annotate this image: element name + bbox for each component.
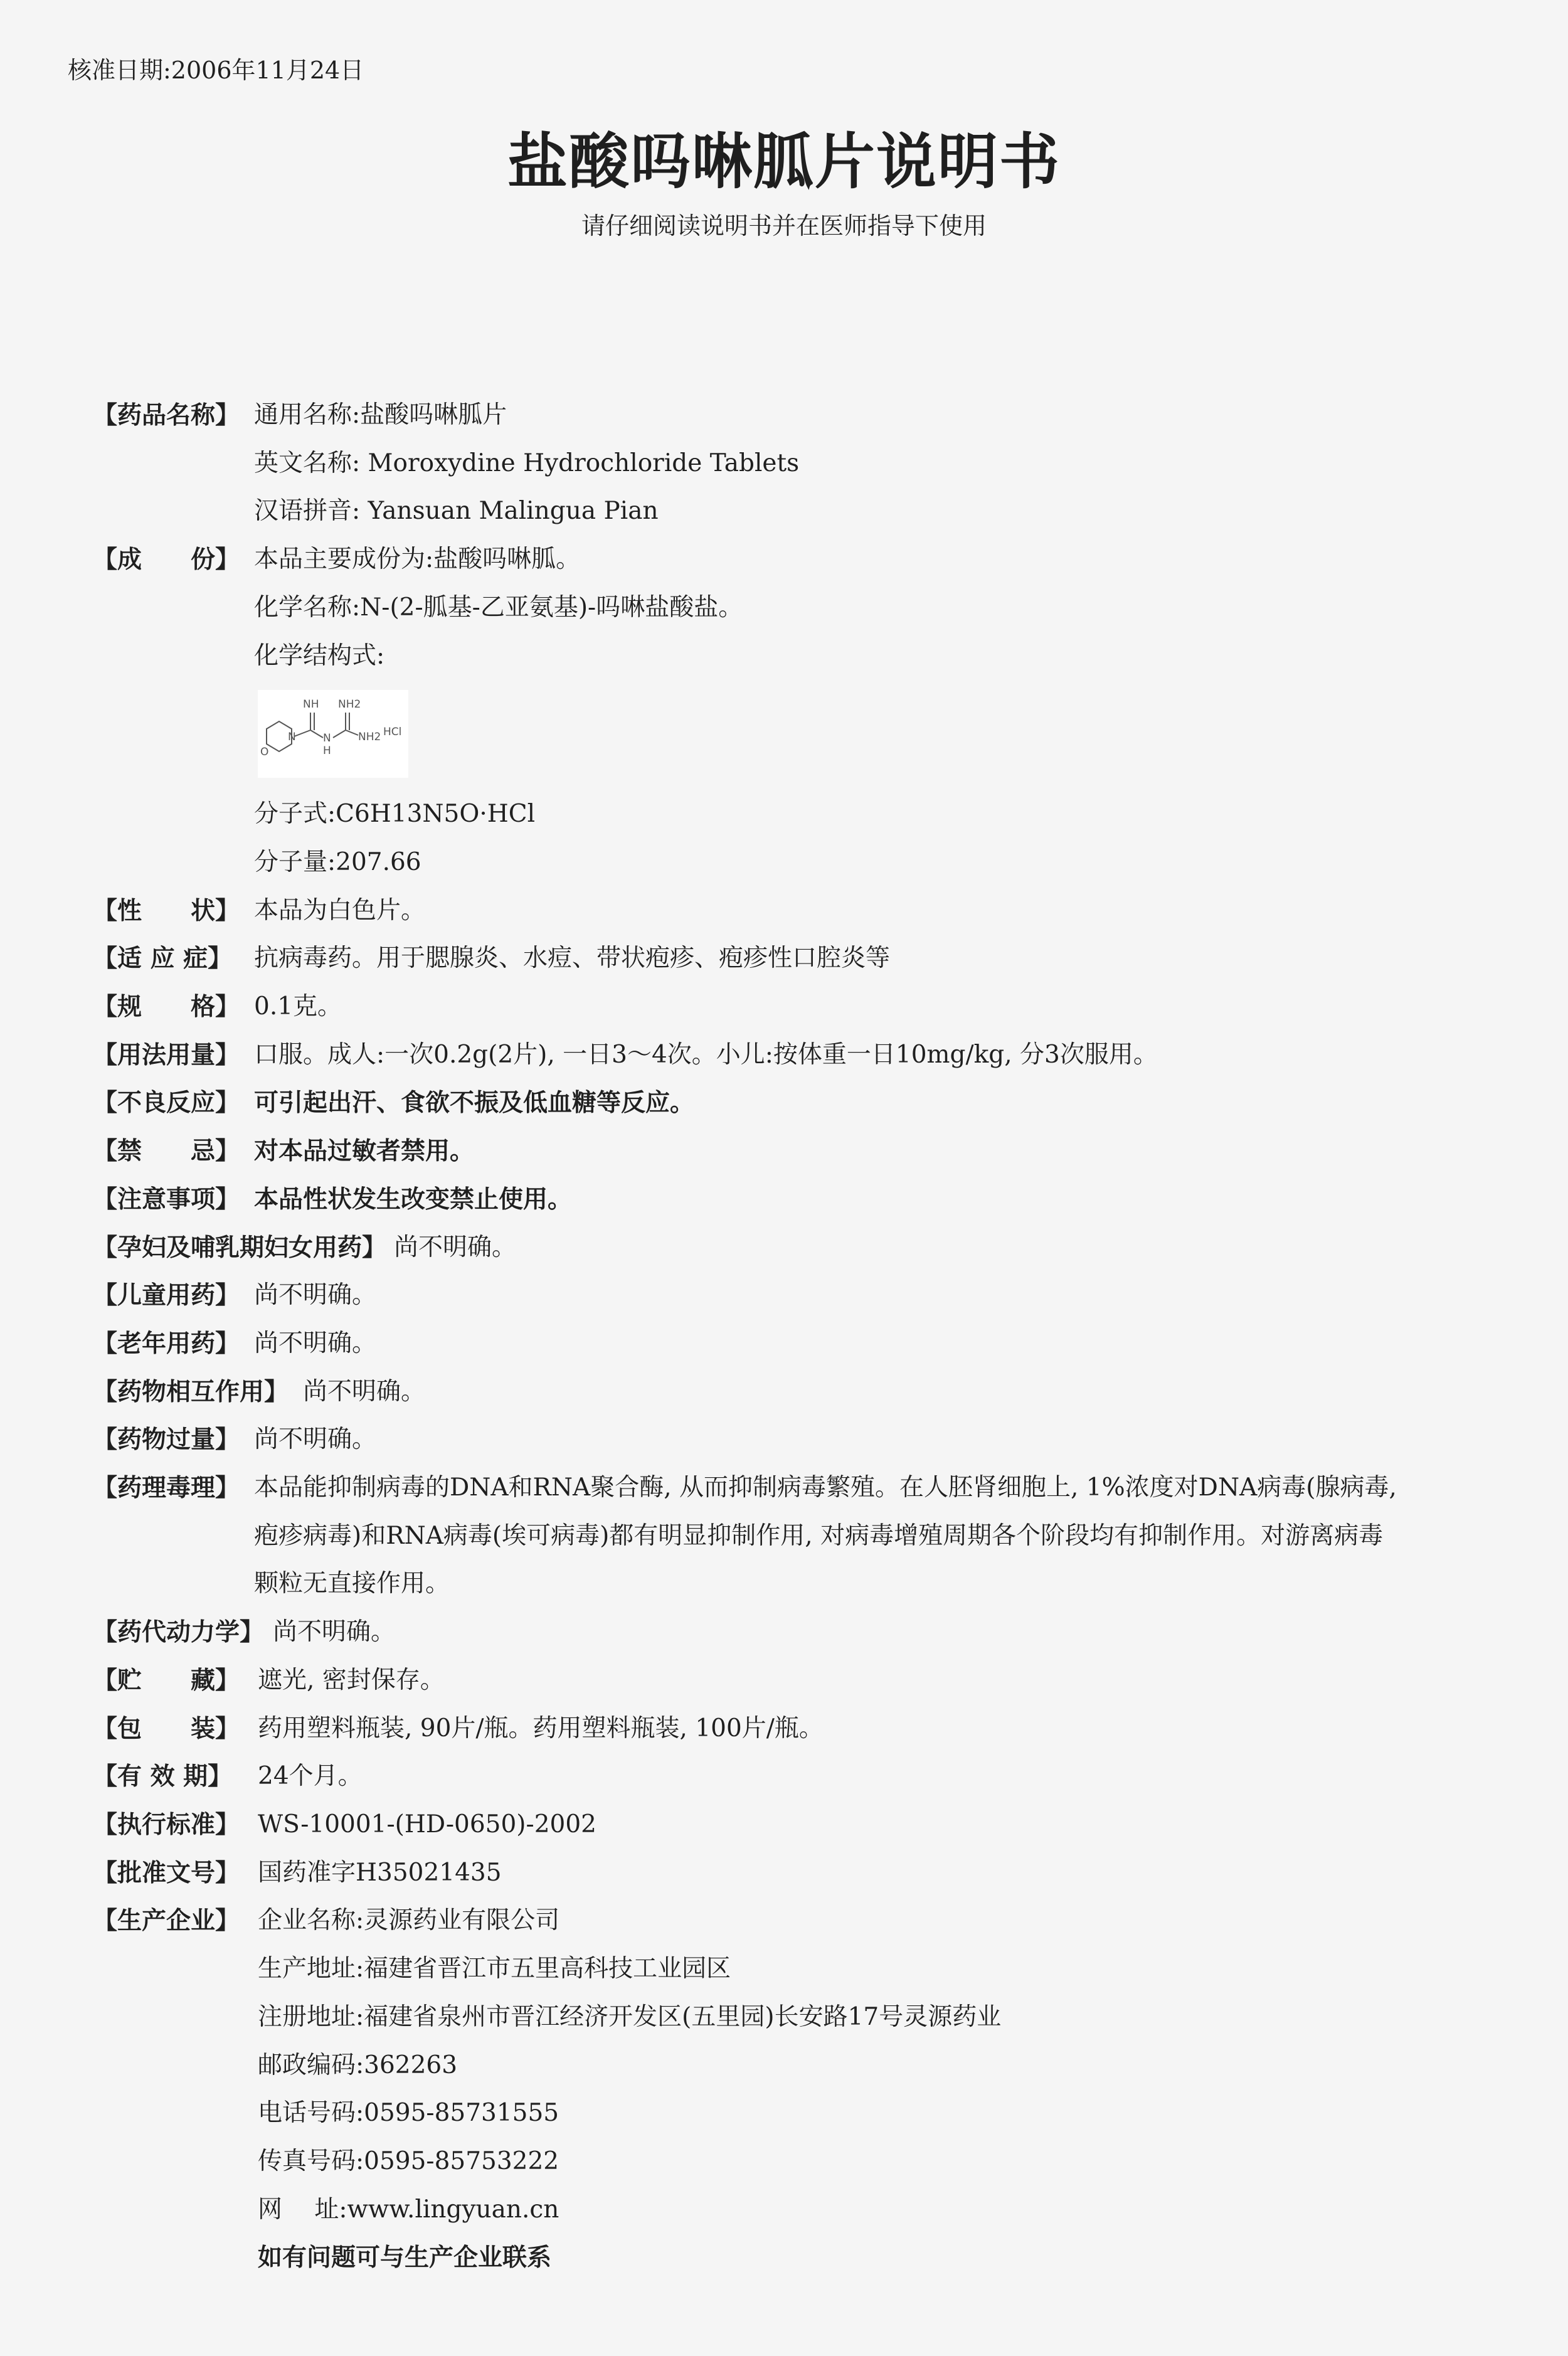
section-composition <box>93 536 1485 887</box>
atom-label: N <box>323 732 331 745</box>
section-pharmacokinetics <box>93 1608 1485 1657</box>
section-line: 尚不明确。 <box>394 1233 517 1261</box>
section-specification <box>93 983 1485 1031</box>
section-line: WS-10001-(HD-0650)-2002 <box>258 1810 596 1839</box>
section-manufacturer <box>93 1897 1485 2282</box>
section-body <box>254 1127 1485 1175</box>
section-line: 药用塑料瓶装, 90片/瓶。药用塑料瓶装, 100片/瓶。 <box>258 1714 824 1743</box>
section-body <box>254 391 1485 536</box>
atom-label: NH <box>303 698 319 711</box>
section-label: 【批准文号】 <box>93 1858 240 1887</box>
bond <box>294 730 310 736</box>
section-line: 电话号码:0595-85731555 <box>258 2099 559 2128</box>
section-body <box>273 1608 1485 1657</box>
section-label: 【生产企业】 <box>93 1906 240 1936</box>
section-approval-number <box>93 1849 1485 1897</box>
section-body <box>254 1464 1485 1608</box>
bond <box>346 730 358 735</box>
section-line: 尚不明确。 <box>273 1618 396 1647</box>
section-pharmacology <box>93 1464 1485 1608</box>
section-interactions <box>93 1368 1485 1416</box>
section-body <box>254 983 1485 1031</box>
page-subtitle: 请仔细阅读说明书并在医师指导下使用 <box>581 212 987 240</box>
section-line: 如有问题可与生产企业联系 <box>258 2243 552 2273</box>
section-line: 24个月。 <box>258 1762 363 1791</box>
section-label: 【成 份】 <box>93 545 240 575</box>
atom-label: NH2 <box>338 698 361 711</box>
section-line: 汉语拼音: Yansuan Malingua Pian <box>254 497 659 526</box>
section-line: 生产地址:福建省晋江市五里高科技工业园区 <box>258 1955 731 1983</box>
atom-label: H <box>323 745 331 758</box>
section-label: 【执行标准】 <box>93 1810 240 1839</box>
section-line: 本品为白色片。 <box>254 896 426 925</box>
section-label: 【儿童用药】 <box>93 1281 240 1310</box>
section-label: 【老年用药】 <box>93 1329 240 1358</box>
section-precautions <box>93 1175 1485 1224</box>
section-label: 【药代动力学】 <box>93 1618 265 1647</box>
section-body <box>303 1368 1485 1416</box>
section-label: 【适 应 症】 <box>93 944 233 974</box>
section-packaging <box>93 1705 1485 1753</box>
section-line: 注册地址:福建省泉州市晋江经济开发区(五里园)长安路17号灵源药业 <box>258 2002 1002 2031</box>
section-body <box>254 1271 1485 1320</box>
section-label: 【药物过量】 <box>93 1425 240 1455</box>
section-body <box>394 1224 1485 1272</box>
section-line: 企业名称:灵源药业有限公司 <box>258 1906 560 1935</box>
section-adverse-reactions <box>93 1079 1485 1127</box>
section-line: 0.1克。 <box>254 992 342 1021</box>
section-label: 【禁 忌】 <box>93 1137 240 1166</box>
section-label: 【不良反应】 <box>93 1088 240 1118</box>
leaflet-body <box>93 391 1485 2282</box>
section-line: 可引起出汗、食欲不振及低血糖等反应。 <box>254 1088 695 1118</box>
section-line: 分子量:207.66 <box>254 847 421 876</box>
section-validity <box>93 1753 1485 1801</box>
section-body <box>258 1849 1485 1897</box>
section-body <box>254 935 1485 983</box>
section-contraindications <box>93 1127 1485 1175</box>
section-body <box>254 1320 1485 1368</box>
section-line: 抗病毒药。用于腮腺炎、水痘、带状疱疹、疱疹性口腔炎等 <box>254 944 891 973</box>
section-line: 英文名称: Moroxydine Hydrochloride Tablets <box>254 448 800 477</box>
section-body <box>254 1031 1485 1080</box>
section-standard <box>93 1801 1485 1849</box>
section-label: 【孕妇及哺乳期妇女用药】 <box>93 1233 387 1262</box>
section-line: 尚不明确。 <box>254 1329 377 1357</box>
section-line: 对本品过敏者禁用。 <box>254 1137 475 1166</box>
section-line: 通用名称:盐酸吗啉胍片 <box>254 401 507 429</box>
section-line: 传真号码:0595-85753222 <box>258 2146 559 2175</box>
chemical-structure-drawing <box>258 690 408 778</box>
section-pregnancy <box>93 1224 1485 1272</box>
section-label: 【有 效 期】 <box>93 1762 233 1791</box>
section-line: 化学名称:N-(2-胍基-乙亚氨基)-吗啉盐酸盐。 <box>254 593 743 622</box>
section-line: 分子式:C6H13N5O·HCl <box>254 800 536 829</box>
bond <box>310 730 323 738</box>
section-line: 遮光, 密封保存。 <box>258 1665 445 1694</box>
bond <box>333 730 346 738</box>
section-label: 【包 装】 <box>93 1714 240 1743</box>
section-dosage <box>93 1031 1485 1080</box>
section-storage <box>93 1657 1485 1705</box>
section-body <box>254 1079 1485 1127</box>
section-line: 口服。成人:一次0.2g(2片), 一日3～4次。小儿:按体重一日10mg/kg, 分3次服用。 <box>254 1040 1158 1069</box>
section-line: 颗粒无直接作用。 <box>254 1569 450 1598</box>
atom-label: O <box>260 746 269 759</box>
section-label: 【药物相互作用】 <box>93 1377 289 1406</box>
section-line: 尚不明确。 <box>303 1377 426 1406</box>
section-body <box>258 1897 1485 2282</box>
section-indications <box>93 935 1485 983</box>
section-label: 【贮 藏】 <box>93 1665 240 1695</box>
section-label: 【药品名称】 <box>93 401 240 430</box>
section-line: 本品能抑制病毒的DNA和RNA聚合酶, 从而抑制病毒繁殖。在人胚肾细胞上, 1%浓度对DNA病毒(腺病毒, <box>254 1473 1397 1502</box>
atom-label: NH2 <box>358 731 381 744</box>
section-label: 【药理毒理】 <box>93 1473 240 1503</box>
section-body <box>254 536 1485 887</box>
section-line: 尚不明确。 <box>254 1281 377 1310</box>
section-line: 本品主要成份为:盐酸吗啉胍。 <box>254 545 581 574</box>
section-line: 网 址:www.lingyuan.cn <box>258 2195 559 2224</box>
section-geriatric <box>93 1320 1485 1368</box>
section-body <box>258 1753 1485 1801</box>
section-body <box>258 1705 1485 1753</box>
section-line: 尚不明确。 <box>254 1425 377 1454</box>
approval-date: 核准日期:2006年11月24日 <box>68 56 364 84</box>
section-body <box>254 1175 1485 1224</box>
section-body <box>258 1801 1485 1849</box>
section-line: 邮政编码:362263 <box>258 2051 458 2079</box>
chemical-structure-image <box>258 690 408 778</box>
section-line: 疱疹病毒)和RNA病毒(埃可病毒)都有明显抑制作用, 对病毒增殖周期各个阶段均有抑制作用。对游离病毒 <box>254 1521 1384 1550</box>
section-overdose <box>93 1416 1485 1464</box>
section-line: 本品性状发生改变禁止使用。 <box>254 1184 573 1214</box>
page-title: 盐酸吗啉胍片说明书 <box>507 126 1061 197</box>
section-line: 化学结构式: <box>254 641 385 670</box>
section-description <box>93 887 1485 935</box>
section-body <box>254 1416 1485 1464</box>
section-body <box>258 1657 1485 1705</box>
section-drug-name <box>93 391 1485 536</box>
section-body <box>254 887 1485 935</box>
section-pediatric <box>93 1271 1485 1320</box>
atom-label: N <box>288 731 296 744</box>
atom-label: HCl <box>383 726 402 739</box>
section-label: 【用法用量】 <box>93 1040 240 1069</box>
section-label: 【性 状】 <box>93 896 240 925</box>
section-label: 【注意事项】 <box>93 1184 240 1214</box>
section-label: 【规 格】 <box>93 992 240 1022</box>
section-line: 国药准字H35021435 <box>258 1858 502 1887</box>
